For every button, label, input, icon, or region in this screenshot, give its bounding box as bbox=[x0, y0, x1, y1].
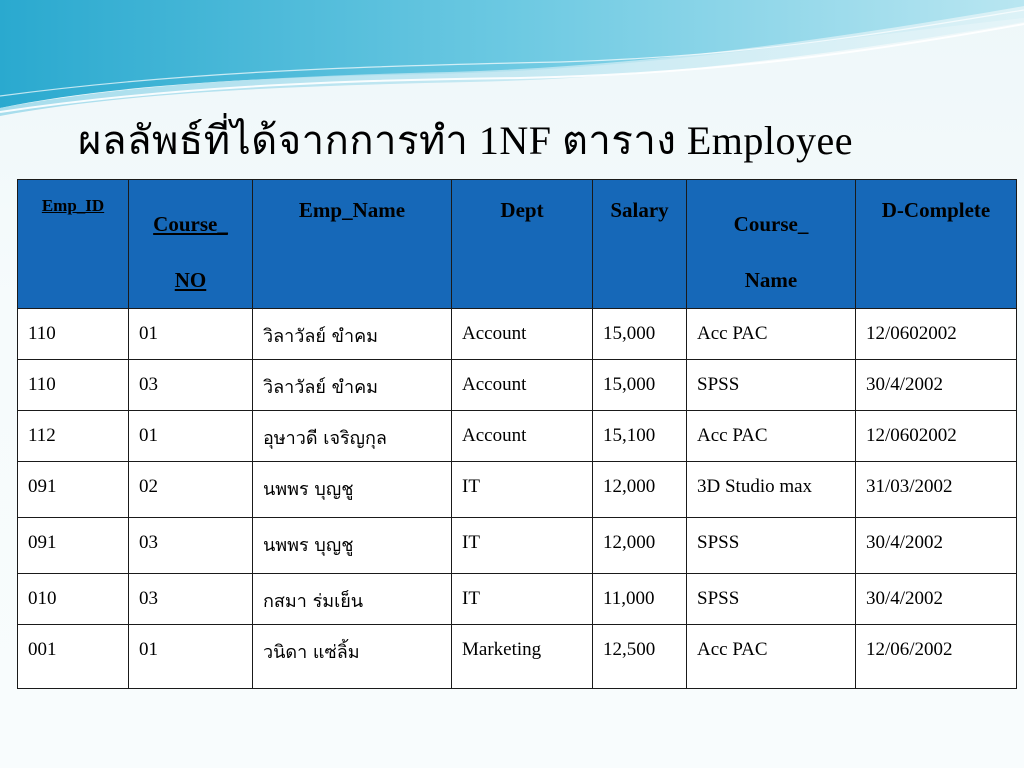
column-header-emp-id: Emp_ID bbox=[18, 180, 129, 309]
cell-course-name: Acc PAC bbox=[687, 625, 856, 689]
table-row bbox=[18, 411, 1017, 462]
cell-d-complete: 12/0602002 bbox=[856, 309, 1017, 360]
cell-emp-name: นพพร บุญชู bbox=[253, 462, 452, 518]
column-header-d-complete: D-Complete bbox=[856, 180, 1017, 309]
table-row bbox=[18, 625, 1017, 689]
table-row bbox=[18, 360, 1017, 411]
cell-emp-name: วิลาวัลย์ ขำคม bbox=[253, 360, 452, 411]
cell-course-name: Acc PAC bbox=[687, 411, 856, 462]
cell-dept: IT bbox=[452, 462, 593, 518]
cell-emp-name: กสมา ร่มเย็น bbox=[253, 574, 452, 625]
cell-d-complete: 30/4/2002 bbox=[856, 574, 1017, 625]
cell-course-no: 03 bbox=[129, 574, 253, 625]
cell-course-no: 01 bbox=[129, 411, 253, 462]
cell-dept: Account bbox=[452, 411, 593, 462]
cell-salary: 15,000 bbox=[593, 309, 687, 360]
column-header-course-name: Course_ Name bbox=[687, 180, 856, 309]
column-header-course-no: Course_ NO bbox=[129, 180, 253, 309]
cell-emp-name: นพพร บุญชู bbox=[253, 518, 452, 574]
cell-salary: 12,000 bbox=[593, 462, 687, 518]
cell-course-name: Acc PAC bbox=[687, 309, 856, 360]
cell-d-complete: 30/4/2002 bbox=[856, 360, 1017, 411]
table-row bbox=[18, 518, 1017, 574]
cell-salary: 15,100 bbox=[593, 411, 687, 462]
employee-1nf-table bbox=[17, 179, 1017, 689]
cell-course-no: 02 bbox=[129, 462, 253, 518]
cell-dept: IT bbox=[452, 574, 593, 625]
decorative-wave-banner bbox=[0, 0, 1024, 120]
cell-course-no: 03 bbox=[129, 360, 253, 411]
table-row bbox=[18, 309, 1017, 360]
cell-emp-id: 110 bbox=[18, 309, 129, 360]
cell-dept: Account bbox=[452, 309, 593, 360]
cell-d-complete: 31/03/2002 bbox=[856, 462, 1017, 518]
column-header-dept: Dept bbox=[452, 180, 593, 309]
cell-course-name: 3D Studio max bbox=[687, 462, 856, 518]
cell-emp-id: 091 bbox=[18, 462, 129, 518]
cell-emp-name: วิลาวัลย์ ขำคม bbox=[253, 309, 452, 360]
table-row bbox=[18, 574, 1017, 625]
cell-d-complete: 12/0602002 bbox=[856, 411, 1017, 462]
cell-emp-id: 010 bbox=[18, 574, 129, 625]
cell-dept: IT bbox=[452, 518, 593, 574]
cell-d-complete: 12/06/2002 bbox=[856, 625, 1017, 689]
cell-course-name: SPSS bbox=[687, 518, 856, 574]
cell-salary: 11,000 bbox=[593, 574, 687, 625]
cell-emp-id: 112 bbox=[18, 411, 129, 462]
cell-course-no: 03 bbox=[129, 518, 253, 574]
table-row bbox=[18, 462, 1017, 518]
cell-dept: Account bbox=[452, 360, 593, 411]
table-header-row bbox=[18, 180, 1017, 309]
cell-d-complete: 30/4/2002 bbox=[856, 518, 1017, 574]
cell-dept: Marketing bbox=[452, 625, 593, 689]
column-header-salary: Salary bbox=[593, 180, 687, 309]
page-title: ผลลัพธ์ที่ได้จากการทำ 1NF ตาราง Employee bbox=[78, 118, 854, 163]
cell-emp-id: 110 bbox=[18, 360, 129, 411]
cell-emp-name: อุษาวดี เจริญกุล bbox=[253, 411, 452, 462]
cell-salary: 15,000 bbox=[593, 360, 687, 411]
cell-course-name: SPSS bbox=[687, 360, 856, 411]
cell-course-no: 01 bbox=[129, 309, 253, 360]
cell-emp-id: 091 bbox=[18, 518, 129, 574]
cell-emp-id: 001 bbox=[18, 625, 129, 689]
cell-course-no: 01 bbox=[129, 625, 253, 689]
cell-salary: 12,500 bbox=[593, 625, 687, 689]
cell-salary: 12,000 bbox=[593, 518, 687, 574]
cell-emp-name: วนิดา แซ่ลิ้ม bbox=[253, 625, 452, 689]
cell-course-name: SPSS bbox=[687, 574, 856, 625]
column-header-emp-name: Emp_Name bbox=[253, 180, 452, 309]
